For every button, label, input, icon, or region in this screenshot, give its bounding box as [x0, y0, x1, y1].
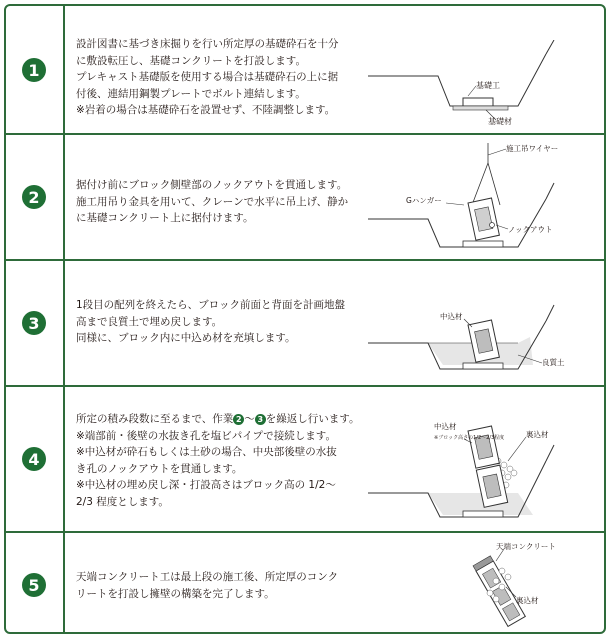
step-description	[76, 569, 366, 602]
step-number-cell	[6, 261, 65, 385]
step-ref-badge: 3	[255, 414, 266, 425]
label-infill-note: ※ブロック高さの1/2～2/3程度	[434, 435, 505, 441]
label-infill: 中込材	[440, 312, 463, 321]
step-number-badge: 3	[22, 311, 46, 335]
foundation-concrete	[463, 98, 493, 106]
label-knockout: ノックアウト	[508, 225, 553, 234]
step-number-cell	[6, 533, 65, 632]
step-diagram	[368, 541, 598, 629]
step-number-badge: 4	[22, 447, 46, 471]
step-line: き孔のノックアウトを貫通します。	[76, 462, 243, 475]
step-line: ※中込材が砕石もしくは土砂の場合、中央部後壁の水抜	[76, 446, 337, 458]
step-diagram	[368, 421, 598, 525]
step-line: 高まで良質土で埋め戻します。	[76, 315, 223, 328]
label-hanger: Gハンガー	[406, 196, 442, 205]
crane-wire	[472, 163, 488, 205]
step-description	[76, 297, 366, 347]
label-wire: 施工吊ワイヤー	[506, 144, 559, 153]
label-back-fill: 裏込材	[516, 596, 539, 605]
step-line: リートを打設し擁壁の構築を完了します。	[76, 587, 275, 600]
label-good-soil: 良質土	[542, 358, 565, 367]
label-infill: 中込材	[434, 422, 457, 431]
step-row-4	[6, 387, 604, 533]
step-line: 付後、連結用鋼製プレートでボルト連結します。	[76, 87, 306, 100]
label-back-fill: 裏込材	[526, 430, 549, 439]
step-description	[76, 177, 366, 227]
step-line: ※岩着の場合は基礎砕石を設置せず、不陸調整します。	[76, 104, 336, 116]
completed-wall	[473, 556, 525, 627]
step-row-5	[6, 533, 604, 632]
step-line: ※端部前・後壁の水抜き孔を塩ビパイプで接続します。	[76, 429, 336, 442]
step-line: 据付け前にブロック側壁部のノックアウトを貫通します。	[76, 179, 348, 191]
step-diagram	[368, 40, 598, 126]
step-line: 1段目の配列を終えたら、ブロック前面と背面を計画地盤	[76, 299, 345, 311]
label-base-material: 基礎材	[488, 117, 512, 126]
step-number-badge: 2	[22, 185, 46, 209]
step-line: 設計図書に基づき床掘りを行い所定厚の基礎砕石を十分	[76, 38, 339, 50]
step-row-2	[6, 135, 604, 261]
step-ref-badge: 2	[233, 414, 244, 425]
label-base-work: 基礎工	[476, 81, 500, 90]
step-description	[76, 36, 366, 119]
step-description	[76, 411, 366, 510]
step-diagram	[368, 285, 598, 377]
step-line: ※中込材の埋め戻し深・打設高さはブロック高の 1/2～	[76, 479, 336, 491]
step-line: に基礎コンクリート上に据付けます。	[76, 212, 254, 224]
step-number-cell	[6, 387, 65, 531]
step-number-cell	[6, 135, 65, 259]
step-line: に敷設転圧し、基礎コンクリートを打設します。	[76, 54, 306, 67]
label-top-concrete: 天端コンクリート	[496, 542, 556, 551]
step-line: 施工用吊り金具を用いて、クレーンで水平に吊上げ、静か	[76, 195, 349, 208]
step-line: 所定の積み段数に至るまで、作業 2 〜 3 を繰返し行います。	[76, 413, 360, 425]
step-number-cell	[6, 6, 65, 133]
excavation-line	[368, 54, 546, 106]
step-line: プレキャスト基礎版を使用する場合は基礎砕石の上に据	[76, 71, 339, 83]
step-row-1	[6, 6, 604, 135]
step-line: 同様に、ブロック内に中込め材を充填します。	[76, 332, 296, 344]
step-row-3	[6, 261, 604, 387]
step-diagram	[368, 143, 598, 255]
concrete-block	[468, 198, 499, 240]
step-number-badge: 1	[22, 58, 46, 82]
step-number-badge: 5	[22, 573, 46, 597]
procedure-table	[4, 4, 606, 634]
step-line: 2/3 程度とします。	[76, 495, 169, 508]
step-line: 天端コンクリート工は最上段の施工後、所定厚のコンク	[76, 571, 339, 583]
